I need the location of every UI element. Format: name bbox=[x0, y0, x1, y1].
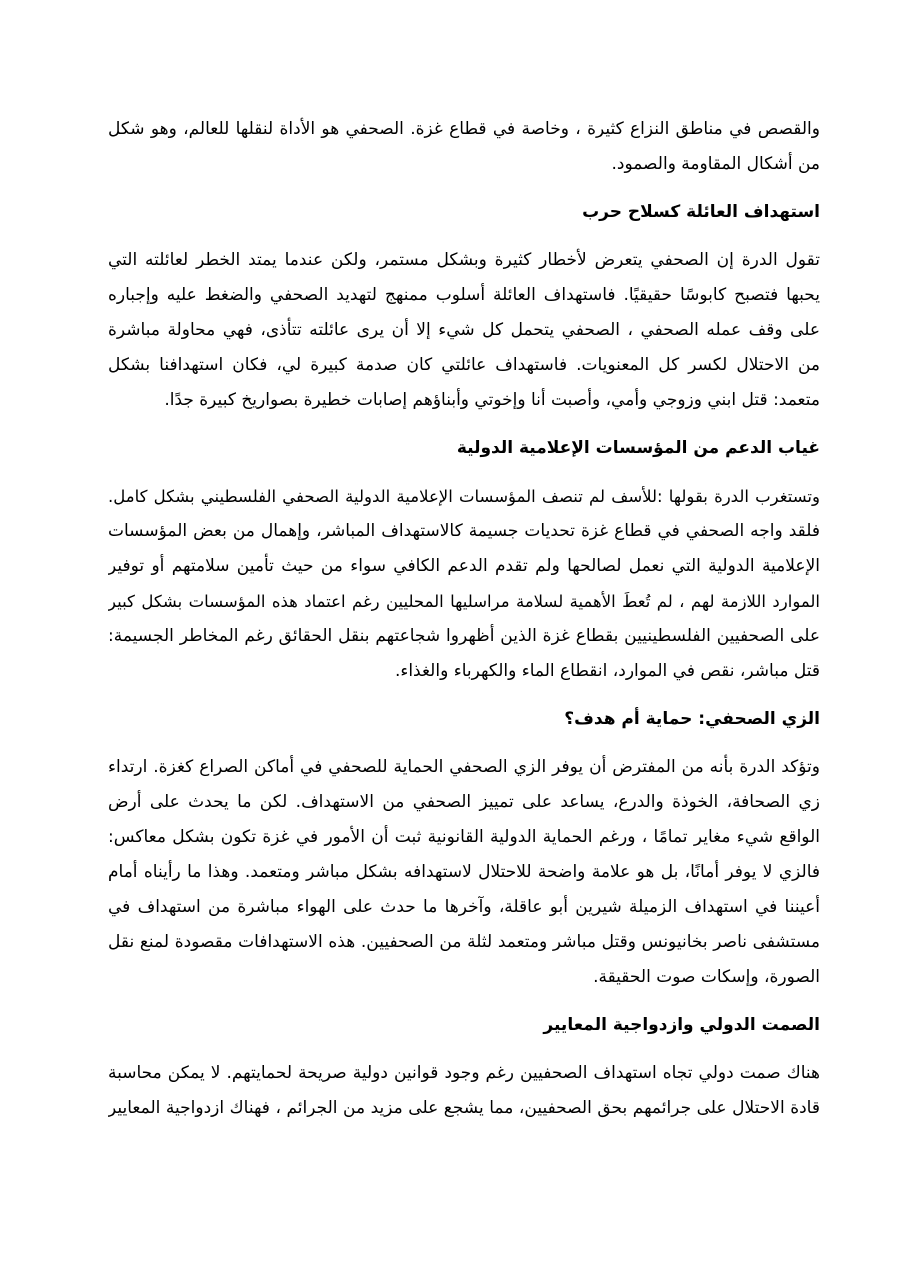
paragraph-family-targeting bbox=[108, 243, 820, 418]
text-line: الموارد اللازمة لهم ، لم تُعطَ الأهمية لسلامة مراسليها المحليين رغم اعتماد هذه المؤسسات بشكل كبير bbox=[108, 592, 820, 611]
text-line: فالزي لا يوفر أمانًا، بل هو علامة واضحة للاحتلال لاستهدافه بشكل مباشر ومتعمد. وهذا ما رأيناه أمام bbox=[108, 862, 820, 882]
text-line: على وقف عمله الصحفي ، الصحفي يتحمل كل شيء إلا أن يرى عائلته تتأذى، فهي محاولة مباشرة bbox=[108, 320, 820, 340]
text-line: وتستغرب الدرة بقولها :للأسف لم تنصف المؤسسات الإعلامية الدولية الصحفي الفلسطيني بشكل كامل. bbox=[108, 487, 820, 506]
text-line: قادة الاحتلال على جرائمهم بحق الصحفيين، مما يشجع على مزيد من الجرائم ، فهناك ازدواجية المعايير bbox=[108, 1098, 820, 1118]
section-heading-international-silence: الصمت الدولي وازدواجية المعايير bbox=[543, 1015, 820, 1035]
text-line: على الصحفيين الفلسطينيين بقطاع غزة الذين أظهروا شجاعتهم بنقل الحقائق رغم المخاطر الجسيمة: bbox=[108, 626, 820, 646]
text-line: يحبها فتصبح كابوسًا حقيقيًا. فاستهداف العائلة أسلوب ممنهج لتهديد الصحفي والضغط عليه وإجباره bbox=[108, 285, 820, 305]
text-line: فلقد واجه الصحفي في قطاع غزة تحديات جسيمة كالاستهداف المباشر، وإهمال من بعض المؤسسات bbox=[108, 521, 820, 541]
text-line: مستشفى ناصر بخانيونس وقتل مباشر ومتعمد لثلة من الصحفيين. هذه الاستهدافات مقصودة لمنع نقل bbox=[108, 932, 820, 952]
text-line: من أشكال المقاومة والصمود. bbox=[611, 154, 820, 174]
text-line: الواقع شيء مغاير تمامًا ، ورغم الحماية الدولية القانونية ثبت أن الأمور في غزة تكون بشكل معاكس: bbox=[108, 827, 820, 847]
text-line: تقول الدرة إن الصحفي يتعرض لأخطار كثيرة وبشكل مستمر، ولكن عندما يمتد الخطر لعائلته التي bbox=[108, 250, 820, 270]
text-line: وتؤكد الدرة بأنه من المفترض أن يوفر الزي الصحفي الحماية للصحفي في أماكن الصراع كغزة. ارتداء bbox=[108, 757, 820, 777]
text-line: الصورة، وإسكات صوت الحقيقة. bbox=[593, 967, 820, 987]
text-line: قتل مباشر، نقص في الموارد، انقطاع الماء والكهرباء والغذاء. bbox=[394, 661, 820, 681]
text-line: متعمد: قتل ابني وزوجي وأمي، وأصبت أنا وإخوتي وأبناؤهم إصابات خطيرة بصواريخ كبيرة جدًا. bbox=[164, 390, 820, 410]
paragraph-press-uniform bbox=[108, 750, 820, 995]
text-line: من الاحتلال لكسر كل المعنويات. فاستهداف عائلتي كان صدمة كبيرة لي، فكان استهدافنا بشكل bbox=[108, 355, 820, 375]
text-line: الإعلامية الدولية التي نعمل لصالحها ولم تقدم الدعم الكافي سواء من حيث تأمين سلامتهم أو توفير bbox=[108, 556, 820, 576]
text-line: هناك صمت دولي تجاه استهداف الصحفيين رغم وجود قوانين دولية صريحة لحمايتهم. لا يمكن محاسبة bbox=[108, 1063, 820, 1083]
text-line: والقصص في مناطق النزاع كثيرة ، وخاصة في قطاع غزة. الصحفي هو الأداة لنقلها للعالم، وهو شكل bbox=[108, 119, 820, 139]
text-line: أعيننا في استهداف الزميلة شيرين أبو عاقلة، وآخرها ما حدث على الهواء مباشرة من استهداف في bbox=[108, 897, 820, 917]
section-heading-lack-of-support: غياب الدعم من المؤسسات الإعلامية الدولية bbox=[456, 438, 820, 458]
paragraph-intro-continuation bbox=[108, 112, 820, 182]
section-heading-family-targeting: استهداف العائلة كسلاح حرب bbox=[582, 202, 820, 222]
document-page bbox=[108, 112, 820, 1126]
section-heading-press-uniform: الزي الصحفي: حماية أم هدف؟ bbox=[564, 709, 820, 729]
paragraph-international-silence bbox=[108, 1056, 820, 1126]
paragraph-lack-of-support bbox=[108, 479, 820, 689]
text-line: زي الصحافة، الخوذة والدرع، يساعد على تمييز الصحفي من الاستهداف. لكن ما يحدث على أرض bbox=[108, 792, 820, 812]
